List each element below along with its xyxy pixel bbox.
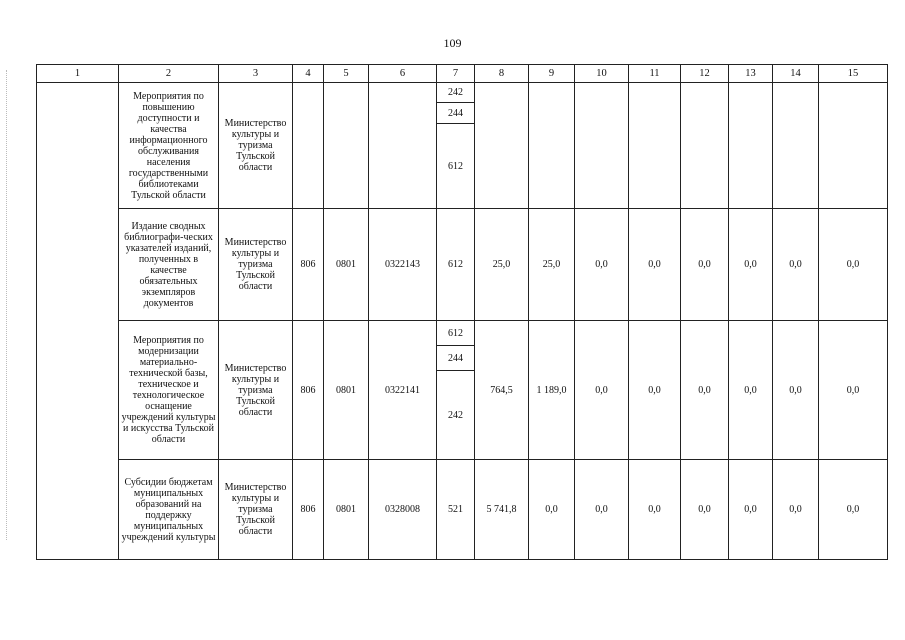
cell-c6 [369,83,437,209]
cell-c12: 0,0 [681,209,729,321]
cell-c8: 764,5 [475,321,529,460]
cell-c10: 0,0 [575,460,629,560]
cell-c4: 806 [293,460,324,560]
cell-c6: 0322143 [369,209,437,321]
cell-c10: 0,0 [575,321,629,460]
agency-name: Министерство культуры и туризма Тульской области [219,83,293,209]
cell-c8: 5 741,8 [475,460,529,560]
measure-name: Субсидии бюджетам муниципальных образований на поддержку муниципальных учреждений культуры [119,460,219,560]
cell-c14: 0,0 [773,209,819,321]
col-header: 13 [729,65,773,83]
col-header: 10 [575,65,629,83]
table-row [37,209,888,321]
cell-c8 [475,83,529,209]
expense-code: 244 [437,103,474,124]
cell-c5: 0801 [324,209,369,321]
cell-c10 [575,83,629,209]
cell-c12 [681,83,729,209]
cell-c5 [324,83,369,209]
cell-c5: 0801 [324,460,369,560]
cell-c5: 0801 [324,321,369,460]
cell-c7 [437,321,475,460]
expense-code: 244 [437,346,474,371]
cell-c7 [437,83,475,209]
cell-c6: 0328008 [369,460,437,560]
cell-c13: 0,0 [729,209,773,321]
col-header: 9 [529,65,575,83]
cell-c14: 0,0 [773,460,819,560]
col-header: 8 [475,65,529,83]
cell-c10: 0,0 [575,209,629,321]
cell-c11: 0,0 [629,321,681,460]
cell-c11: 0,0 [629,209,681,321]
table-row [37,321,888,460]
page-number: 109 [443,36,462,50]
cell-c4 [293,83,324,209]
expense-code: 242 [437,83,474,103]
col-header: 1 [37,65,119,83]
cell-c13: 0,0 [729,321,773,460]
col-header: 5 [324,65,369,83]
margin-dots [6,70,8,540]
col-header: 4 [293,65,324,83]
table-row [37,83,888,209]
cell-c13 [729,83,773,209]
cell-c12: 0,0 [681,460,729,560]
col-header: 3 [219,65,293,83]
cell-c14 [773,83,819,209]
table-row [37,460,888,560]
col-header: 2 [119,65,219,83]
cell-c12: 0,0 [681,321,729,460]
cell-c11: 0,0 [629,460,681,560]
budget-table [36,64,888,560]
measure-name: Издание сводных библиографи-ческих указателей изданий, полученных в качестве обязательных экземпляров документов [119,209,219,321]
cell-c9: 25,0 [529,209,575,321]
cell-c9: 1 189,0 [529,321,575,460]
expense-code: 612 [437,321,474,346]
expense-code: 521 [437,460,475,560]
measure-name: Мероприятия по повышению доступности и качества информационного обслуживания населения государственными библиотеками Тульской области [119,83,219,209]
col-header: 12 [681,65,729,83]
cell-c14: 0,0 [773,321,819,460]
measure-name: Мероприятия по модернизации материально-технической базы, техническое и технологическое оснащение учреждений культуры и искусства Тульской области [119,321,219,460]
col-header: 15 [819,65,888,83]
cell-c15: 0,0 [819,209,888,321]
cell-c6: 0322141 [369,321,437,460]
cell-c9: 0,0 [529,460,575,560]
expense-code: 242 [448,409,463,421]
cell-c4: 806 [293,321,324,460]
header-row [37,65,888,83]
cell-c4: 806 [293,209,324,321]
col-header: 14 [773,65,819,83]
col-header: 6 [369,65,437,83]
cell-c15: 0,0 [819,460,888,560]
agency-name: Министерство культуры и туризма Тульской области [219,209,293,321]
cell-c15: 0,0 [819,321,888,460]
agency-name: Министерство культуры и туризма Тульской области [219,321,293,460]
cell-c15 [819,83,888,209]
agency-name: Министерство культуры и туризма Тульской области [219,460,293,560]
col-header: 7 [437,65,475,83]
expense-code: 612 [437,209,475,321]
cell-c13: 0,0 [729,460,773,560]
expense-code: 612 [448,160,463,172]
cell-col1-merged [37,83,119,560]
cell-c8: 25,0 [475,209,529,321]
cell-c9 [529,83,575,209]
col-header: 11 [629,65,681,83]
cell-c11 [629,83,681,209]
